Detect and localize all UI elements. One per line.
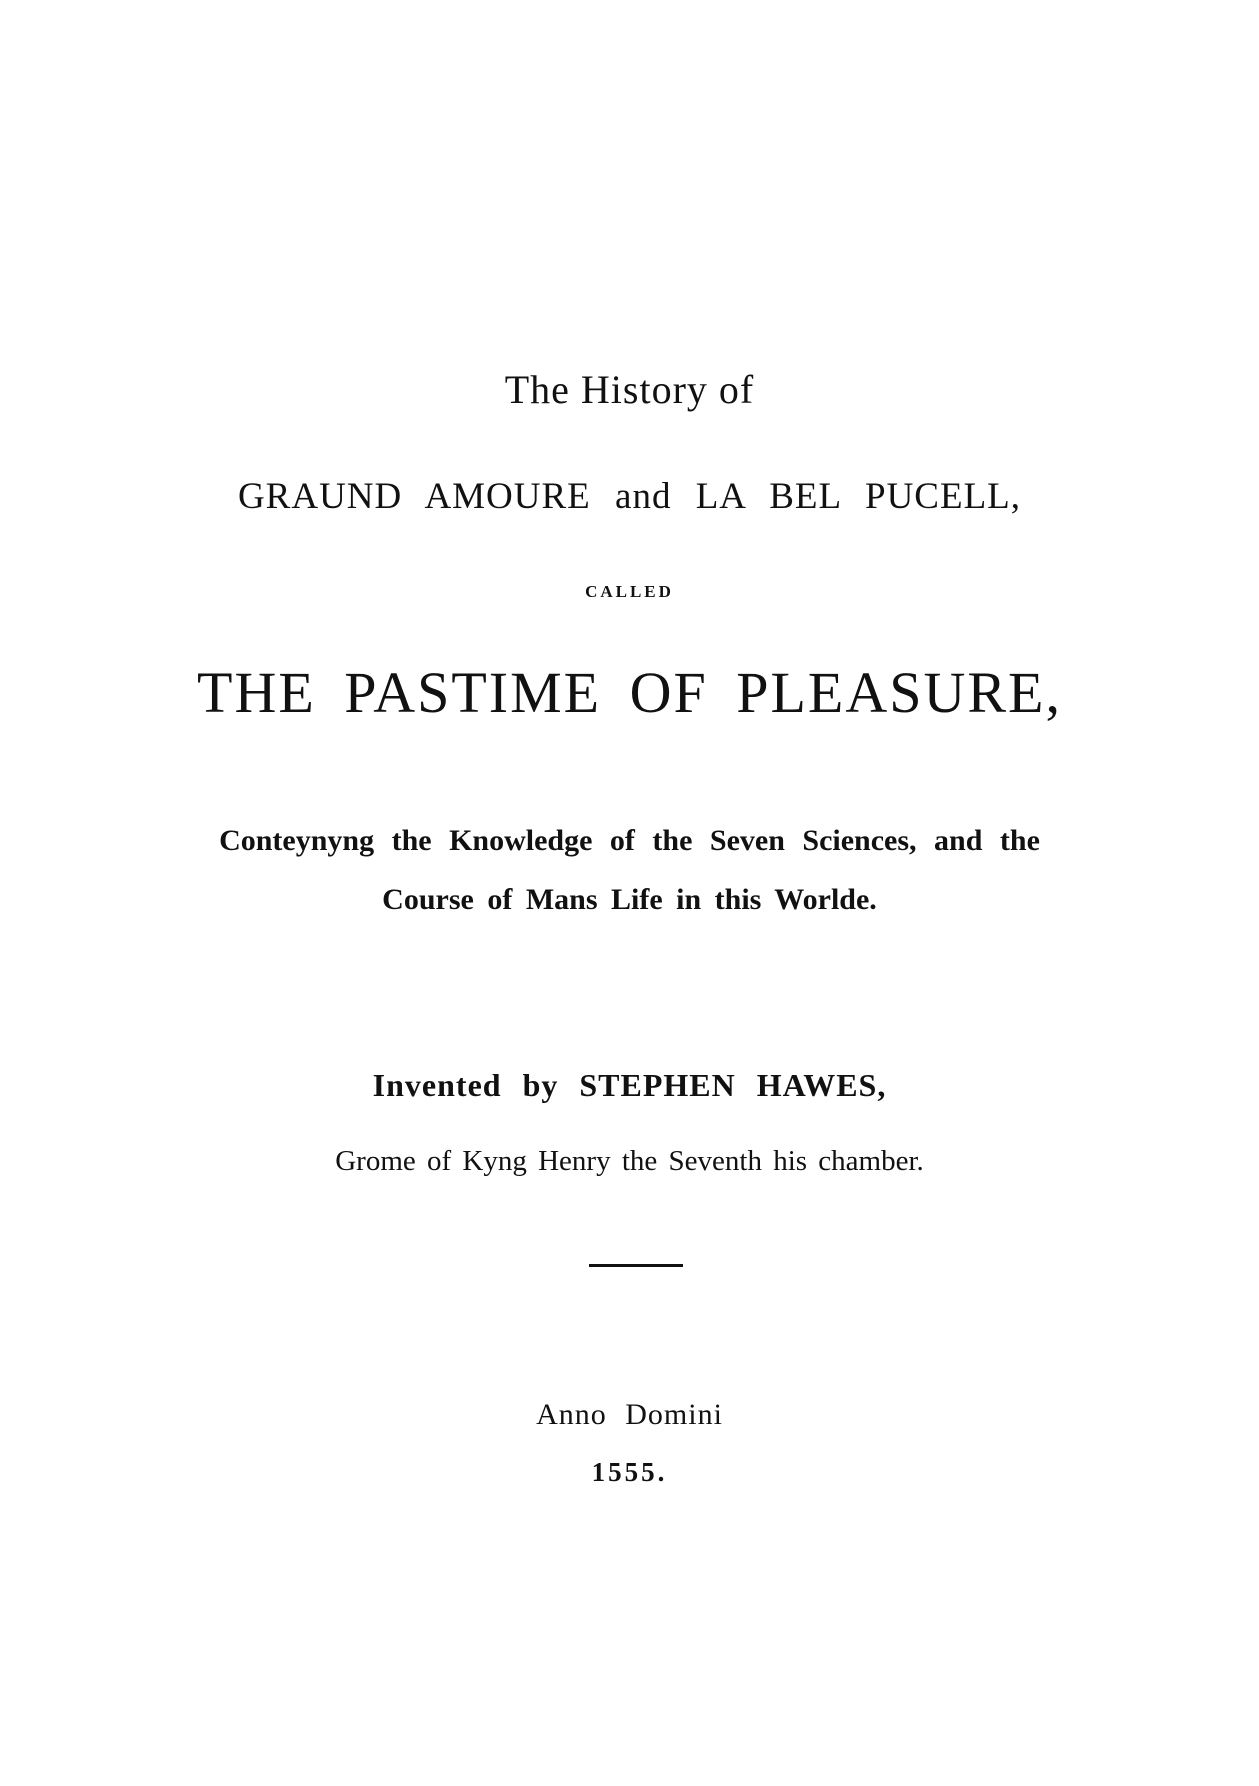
subtitle-line-1: Conteynyng the Knowledge of the Seven Sciences, and the xyxy=(219,824,1040,857)
subtitle-line-2: Course of Mans Life in this Worlde. xyxy=(382,883,877,916)
title-called: CALLED xyxy=(585,582,674,601)
author-title: Grome of Kyng Henry the Seventh his chamber. xyxy=(335,1145,924,1177)
author-line: Invented by STEPHEN HAWES, xyxy=(372,1067,887,1103)
title-names: GRAUND AMOURE and LA BEL PUCELL, xyxy=(237,476,1022,517)
title-intro: The History of xyxy=(504,367,755,412)
imprint-year: 1555. xyxy=(591,1457,668,1487)
imprint-anno: Anno Domini xyxy=(536,1398,723,1431)
divider-rule xyxy=(589,1264,683,1267)
main-title: THE PASTIME OF PLEASURE, xyxy=(197,660,1062,725)
